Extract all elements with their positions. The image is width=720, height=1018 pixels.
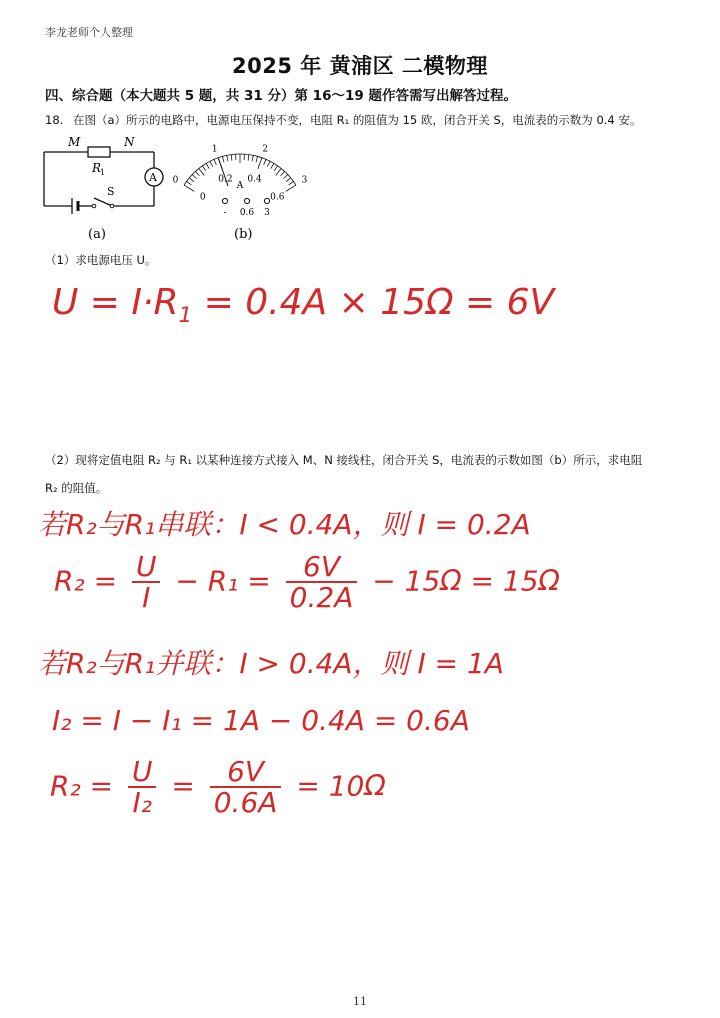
series-suffix: − 15Ω = 15Ω	[372, 564, 560, 598]
dial-tick	[231, 155, 232, 161]
resistor-r1	[88, 147, 110, 157]
dial-tick	[192, 174, 196, 178]
answer-lhs: U = I·R	[52, 282, 179, 323]
question-number: 18.	[45, 113, 64, 127]
dial-tick	[289, 181, 294, 185]
section-heading: 四、综合题（本大题共 5 题，共 31 分）第 16～19 题作答需写出解答过程。	[45, 88, 517, 104]
dial-tick	[281, 171, 285, 175]
dial-tick	[276, 168, 282, 175]
terminal-negative	[222, 198, 227, 203]
series-mid: − R₁ =	[175, 564, 271, 598]
dial-tick	[252, 155, 253, 161]
inner-tick-label: 0.2	[218, 174, 233, 185]
fraction-denominator: I₂	[132, 786, 152, 820]
series-line1: 若R₂与R₁串联：I < 0.4A，则 I = 0.2A	[38, 508, 531, 541]
parallel-line3	[50, 757, 386, 818]
terminal-label: -	[223, 208, 227, 218]
parallel-fraction-u-over-i2	[128, 757, 157, 818]
dial-tick	[286, 178, 291, 182]
dial-tick	[264, 159, 266, 165]
parallel-line1: 若R₂与R₁并联：I > 0.4A，则 I = 1A	[38, 647, 504, 680]
terminal-label: 3	[264, 208, 270, 218]
fraction-numerator: 6V	[210, 757, 282, 788]
inner-tick-label: 0.6	[270, 192, 285, 203]
inner-tick-label: 0	[199, 192, 206, 203]
series-r2-prefix: R₂ =	[54, 564, 118, 598]
header-note: 李龙老师个人整理	[45, 26, 133, 39]
dial-tick	[227, 155, 228, 161]
dial-tick	[184, 185, 194, 191]
part2-prompt-line1: （2）现将定值电阻 R₂ 与 R₁ 以某种连接方式接入 M、N 接线柱，闭合开关 S，电流表的示数如图（b）所示，求电阻	[45, 453, 643, 467]
dial-tick	[206, 163, 209, 168]
outer-tick-label: 0	[172, 175, 179, 186]
fraction-denominator: 0.2A	[289, 581, 354, 615]
dial-tick	[248, 155, 249, 161]
parallel-eq: =	[171, 769, 195, 803]
fraction-denominator: 0.6A	[213, 786, 278, 820]
dial-tick	[274, 166, 277, 171]
part1-answer	[52, 282, 554, 328]
answer-rhs: = 0.4A × 15Ω = 6V	[192, 282, 555, 323]
dial-tick	[283, 174, 287, 178]
dial-tick	[258, 158, 262, 169]
answer-sub: 1	[178, 303, 193, 329]
figure-b-caption: (b)	[234, 227, 253, 242]
dial-unit-label: A	[236, 181, 244, 191]
figure-a-circuit	[30, 128, 180, 244]
parallel-line2: I₂ = I − I₁ = 1A − 0.4A = 0.6A	[52, 704, 470, 737]
fraction-denominator: I	[142, 581, 151, 615]
resistor-sub: 1	[100, 168, 106, 177]
node-m-label: M	[68, 135, 81, 149]
resistor-label: R	[92, 161, 102, 175]
dial-tick	[202, 166, 205, 171]
dial-tick	[256, 156, 258, 162]
parallel-fraction-values	[210, 757, 282, 818]
dial-tick	[267, 161, 270, 166]
parallel-r2-prefix: R₂ =	[50, 769, 114, 803]
series-fraction-u-over-i	[132, 552, 161, 613]
terminal-3	[264, 198, 269, 203]
parallel-suffix: = 10Ω	[296, 769, 386, 803]
part2-prompt-line2: R₂ 的阻值。	[45, 481, 108, 495]
dial-tick	[187, 181, 192, 185]
fraction-numerator: 6V	[286, 552, 358, 583]
node-n-label: N	[124, 135, 135, 149]
outer-tick-label: 1	[211, 144, 218, 155]
fraction-numerator: U	[128, 757, 157, 788]
dial-tick	[222, 156, 224, 162]
page-title: 2025 年 黄浦区 二模物理	[232, 54, 488, 78]
figure-a-caption: (a)	[88, 227, 106, 242]
terminal-0-6	[244, 198, 249, 203]
question-18-stem	[45, 112, 641, 128]
terminal-label: 0.6	[239, 208, 255, 218]
switch-pivot	[92, 204, 96, 208]
page-number: 11	[353, 995, 367, 1008]
dial-tick	[271, 163, 274, 168]
switch-label: S	[107, 185, 115, 198]
series-line2	[54, 552, 560, 613]
fraction-numerator: U	[132, 552, 161, 583]
ammeter-label: A	[149, 171, 157, 184]
dial-tick	[210, 161, 213, 166]
outer-tick-label: 2	[262, 144, 269, 155]
inner-tick-label: 0.4	[247, 174, 262, 185]
dial-tick	[195, 171, 199, 175]
question-text: 在图（a）所示的电路中，电源电压保持不变，电阻 R₁ 的阻值为 15 欧，闭合开关 S，电流表的示数为 0.4 安。	[72, 113, 642, 127]
dial-tick	[199, 168, 205, 175]
dial-tick	[214, 159, 216, 165]
switch-contact	[110, 204, 114, 208]
dial-tick	[189, 178, 194, 182]
outer-tick-label: 3	[301, 175, 308, 186]
figure-b-ammeter-dial	[172, 128, 318, 244]
part1-prompt: （1）求电源电压 U。	[45, 253, 157, 267]
series-fraction-values	[286, 552, 358, 613]
dial-tick	[286, 185, 296, 191]
switch-s	[94, 198, 112, 206]
